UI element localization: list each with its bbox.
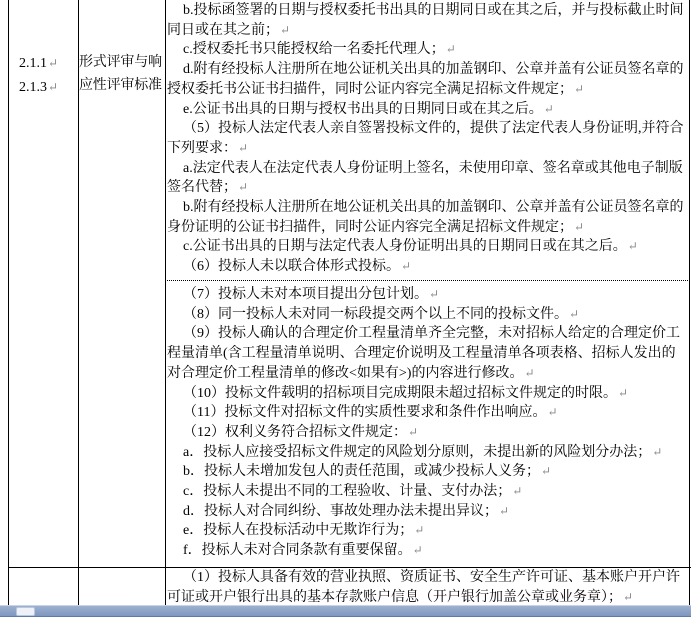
evaluation-content-section-b bbox=[165, 285, 690, 565]
paragraph-mark: ↵ bbox=[623, 589, 634, 604]
paragraph-mark: ↵ bbox=[48, 56, 59, 70]
paragraph-mark: ↵ bbox=[627, 239, 638, 254]
paragraph-mark: ↵ bbox=[412, 543, 423, 558]
paragraph-mark: ↵ bbox=[408, 424, 419, 439]
paragraph-mark: ↵ bbox=[574, 219, 585, 234]
paragraph: （10）投标文件载明的招标项目完成期限未超过招标文件规定的时限。↵ bbox=[183, 385, 629, 401]
paragraph-mark: ↵ bbox=[618, 385, 629, 400]
paragraph: （11）投标文件对招标文件的实质性要求和条件作出响应。↵ bbox=[183, 405, 558, 421]
paragraph-mark: ↵ bbox=[401, 259, 412, 274]
paragraph: a．投标人应接受招标文件规定的风险划分原则，未提出新的风险划分办法；↵ bbox=[183, 444, 663, 460]
clause-number-line bbox=[19, 76, 77, 100]
paragraph-mark: ↵ bbox=[541, 464, 552, 479]
horizontal-scrollbar[interactable] bbox=[0, 605, 691, 617]
paragraph-mark: ↵ bbox=[569, 306, 580, 321]
paragraph: c．投标人未提出不同的工程验收、计量、支付办法；↵ bbox=[183, 484, 523, 500]
paragraph-mark: ↵ bbox=[429, 287, 440, 301]
paragraph-mark: ↵ bbox=[547, 405, 558, 420]
paragraph: （1）投标人具备有效的营业执照、资质证书、安全生产许可证、基本账户开户许可证或开户银行出具的基本存款账户信息（开户银行加盖公章或业务章）；↵ bbox=[167, 570, 680, 605]
next-row-content-cell bbox=[165, 568, 690, 605]
paragraph-mark: ↵ bbox=[445, 42, 456, 57]
paragraph: （12）权利义务符合招标文件规定：↵ bbox=[183, 424, 419, 440]
criteria-label-cell bbox=[79, 52, 165, 112]
paragraph-mark: ↵ bbox=[574, 81, 585, 96]
clause-number-cell bbox=[9, 52, 77, 112]
paragraph-mark: ↵ bbox=[238, 140, 249, 155]
paragraph-mark: ↵ bbox=[543, 101, 554, 116]
scrollbar-thumb[interactable] bbox=[16, 607, 35, 616]
paragraph: （6）投标人未以联合体形式投标。↵ bbox=[183, 259, 412, 275]
evaluation-content-section-a bbox=[165, 1, 690, 279]
paragraph: b．投标人未增加发包人的责任范围，或减少投标人义务；↵ bbox=[183, 464, 552, 480]
clause-number-line bbox=[19, 52, 77, 76]
paragraph: c.授权委托书只能授权给一名委托代理人；↵ bbox=[183, 42, 456, 58]
paragraph: e．投标人在投标活动中无欺诈行为；↵ bbox=[183, 523, 425, 539]
paragraph: （9）投标人确认的合理定价工程量清单齐全完整，未对招标人给定的合理定价工程量清单(含工程量清单说明、合理定价说明及工程量清单各项表格、招标人发出的对合理定价工程量清单的修改<如果有>)的内容进行修改。↵ bbox=[167, 326, 680, 381]
paragraph-mark: ↵ bbox=[238, 180, 249, 195]
paragraph: （8）同一投标人未对同一标段提交两个以上不同的投标文件。↵ bbox=[183, 306, 580, 322]
paragraph: d．投标人对合同纠纷、事故处理办法未提出异议；↵ bbox=[183, 503, 510, 519]
paragraph-mark: ↵ bbox=[48, 79, 59, 94]
criteria-label: 形式评审与响应性评审标准 bbox=[79, 55, 162, 93]
paragraph: （7）投标人未对本项目提出分包计划。↵ bbox=[183, 287, 440, 302]
clause-number: 2.1.3 bbox=[19, 79, 47, 95]
dotted-row-divider bbox=[165, 280, 690, 281]
paragraph: c.公证书出具的日期与法定代表人身份证明出具的日期同日或在其之后。↵ bbox=[183, 239, 638, 255]
paragraph: d.附有经投标人注册所在地公证机关出具的加盖钢印、公章并盖有公证员签名章的授权委托书公证书扫描件，同时公证内容完全满足招标文件规定；↵ bbox=[167, 62, 684, 97]
paragraph-mark: ↵ bbox=[499, 503, 510, 518]
paragraph: f．投标人未对合同条款有重要保留。↵ bbox=[183, 543, 423, 559]
paragraph-mark: ↵ bbox=[414, 523, 425, 538]
clause-number: 2.1.1 bbox=[19, 56, 47, 71]
paragraph-mark: ↵ bbox=[280, 22, 291, 37]
paragraph: a.法定代表人在法定代表人身份证明上签名，未使用印章、签名章或其他电子制版签名代替；↵ bbox=[167, 160, 683, 196]
paragraph: e.公证书出具的日期与授权书出具的日期同日或在其之后。↵ bbox=[183, 101, 554, 117]
paragraph: （5）投标人法定代表人亲自签署投标文件的，提供了法定代表人身份证明,并符合下列要求：↵ bbox=[167, 121, 684, 156]
paragraph-mark: ↵ bbox=[652, 444, 663, 459]
paragraph-mark: ↵ bbox=[512, 484, 523, 499]
paragraph-mark: ↵ bbox=[524, 365, 535, 380]
paragraph: b.投标函签署的日期与授权委托书出具的日期同日或在其之后，并与投标截止时间同日或在其之前；↵ bbox=[167, 3, 684, 38]
paragraph: b.附有经投标人注册所在地公证机关出具的加盖钢印、公章并盖有公证员签名章的身份证明的公证书扫描件，同时公证内容完全满足招标文件规定；↵ bbox=[167, 200, 684, 235]
